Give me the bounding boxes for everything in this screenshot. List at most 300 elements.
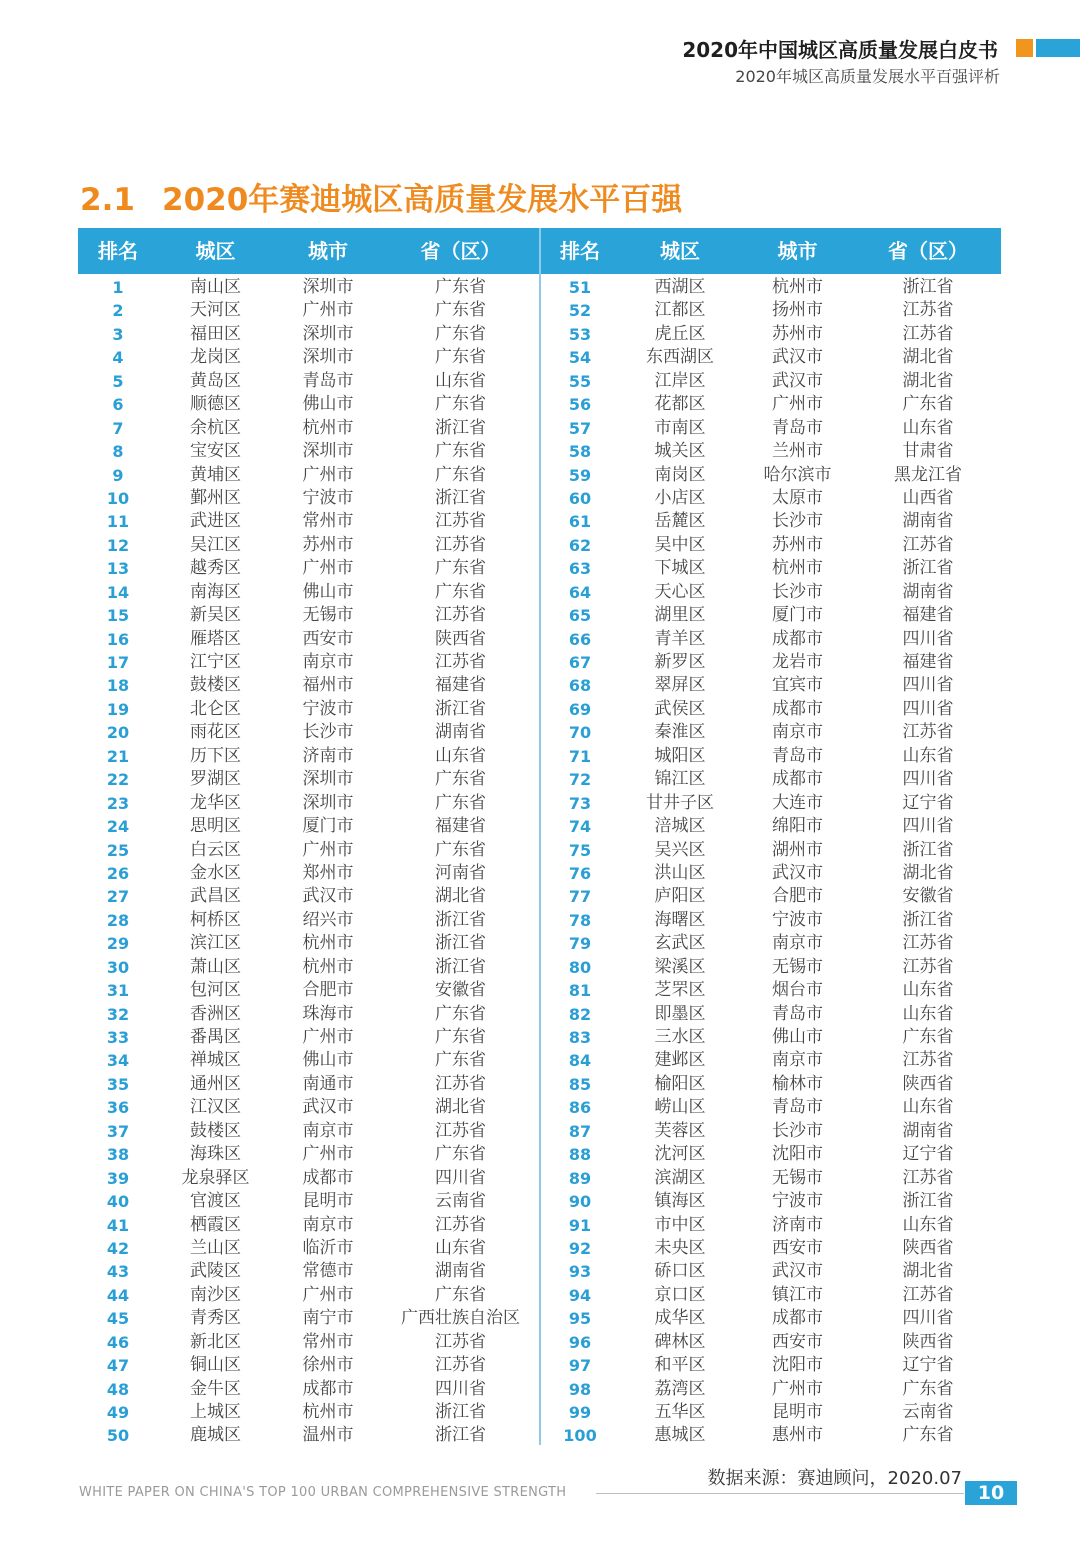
- district-cell-right: 镇海区: [654, 1191, 706, 1212]
- city-cell-left: 杭州市: [302, 1402, 354, 1422]
- city-cell-right: 西安市: [772, 1331, 823, 1352]
- city-cell-left: 福州市: [302, 675, 354, 696]
- district-cell-left: 青秀区: [190, 1308, 241, 1329]
- district-cell-right: 梁溪区: [654, 956, 706, 977]
- district-cell-left: 柯桥区: [190, 909, 241, 930]
- header-subtitle: 2020年城区高质量发展水平百强评析: [735, 67, 1000, 86]
- rank-cell-left: 30: [106, 957, 130, 977]
- rank-cell-left: 44: [106, 1285, 130, 1305]
- table-row: [78, 698, 1001, 721]
- district-cell-right: 荔湾区: [654, 1378, 706, 1399]
- district-cell-left: 番禺区: [190, 1027, 241, 1047]
- city-cell-right: 青岛市: [772, 417, 823, 438]
- city-cell-left: 广州市: [302, 839, 354, 860]
- table-row: [78, 1284, 1001, 1307]
- province-cell-left: 山东省: [435, 370, 486, 391]
- district-cell-left: 龙华区: [190, 792, 241, 813]
- province-cell-left: 云南省: [435, 1191, 486, 1212]
- district-cell-right: 城阳区: [654, 745, 706, 766]
- col-province-left: 省（区）: [420, 239, 501, 263]
- rank-cell-right: 91: [568, 1215, 592, 1235]
- rank-cell-left: 17: [106, 653, 130, 672]
- rank-cell-left: 29: [106, 934, 130, 954]
- col-rank-left: 排名: [98, 239, 138, 263]
- province-cell-left: 浙江省: [435, 933, 486, 954]
- district-cell-right: 岳麓区: [654, 511, 706, 532]
- rank-cell-right: 89: [568, 1168, 592, 1188]
- district-cell-left: 新吴区: [190, 605, 241, 626]
- district-cell-left: 北仑区: [190, 698, 241, 719]
- rank-cell-right: 82: [568, 1004, 592, 1024]
- district-cell-left: 白云区: [190, 839, 241, 860]
- col-city-left: 城市: [308, 239, 348, 263]
- province-cell-right: 湖南省: [902, 511, 954, 532]
- district-cell-left: 金水区: [190, 862, 241, 883]
- province-cell-right: 浙江省: [902, 909, 954, 930]
- district-cell-right: 榆阳区: [654, 1073, 706, 1094]
- city-cell-right: 青岛市: [772, 745, 823, 766]
- city-cell-left: 郑州市: [302, 862, 354, 883]
- rank-cell-right: 79: [568, 934, 592, 954]
- province-cell-right: 江苏省: [902, 1050, 954, 1071]
- city-cell-left: 长沙市: [302, 722, 354, 743]
- city-cell-right: 武汉市: [772, 370, 823, 391]
- city-cell-right: 无锡市: [772, 1167, 823, 1188]
- province-cell-left: 浙江省: [435, 909, 486, 930]
- header-blue-bar: [1036, 39, 1080, 57]
- district-cell-right: 东西湖区: [646, 347, 714, 368]
- district-cell-left: 禅城区: [190, 1050, 241, 1071]
- city-cell-right: 南京市: [772, 933, 823, 954]
- province-cell-left: 广东省: [435, 394, 486, 415]
- district-cell-right: 即墨区: [654, 1003, 706, 1024]
- rank-cell-left: 3: [112, 324, 124, 344]
- province-cell-left: 广东省: [435, 558, 486, 579]
- district-cell-left: 鼓楼区: [190, 1120, 241, 1141]
- table-row: [78, 487, 1001, 510]
- city-cell-left: 珠海市: [302, 1003, 354, 1024]
- province-cell-left: 广东省: [435, 1284, 486, 1305]
- district-cell-right: 锦江区: [654, 769, 706, 790]
- table-row: [78, 323, 1001, 346]
- province-cell-left: 福建省: [435, 816, 486, 837]
- rank-cell-right: 73: [568, 793, 592, 813]
- district-cell-right: 甘井子区: [646, 792, 714, 813]
- province-cell-left: 广东省: [435, 792, 486, 813]
- district-cell-left: 兰山区: [190, 1237, 241, 1258]
- page-number: 10: [965, 1481, 1017, 1505]
- rank-cell-right: 74: [568, 817, 592, 837]
- district-cell-right: 洪山区: [654, 862, 706, 883]
- province-cell-left: 江苏省: [435, 1120, 486, 1141]
- province-cell-left: 广东省: [435, 1003, 486, 1024]
- table-row: [78, 1424, 1001, 1447]
- rank-cell-left: 6: [112, 395, 124, 415]
- province-cell-left: 浙江省: [435, 698, 486, 719]
- table-row: [78, 721, 1001, 744]
- rank-cell-left: 34: [106, 1051, 130, 1071]
- city-cell-right: 扬州市: [772, 300, 823, 321]
- city-cell-right: 苏州市: [772, 534, 823, 555]
- province-cell-right: 山东省: [902, 1214, 954, 1235]
- rank-cell-right: 67: [568, 653, 592, 672]
- rank-cell-left: 23: [106, 793, 130, 813]
- province-cell-right: 山东省: [902, 980, 954, 1001]
- city-cell-left: 常州市: [302, 1331, 354, 1352]
- district-cell-left: 雨花区: [190, 722, 241, 743]
- city-cell-left: 南宁市: [302, 1308, 354, 1329]
- city-cell-left: 广州市: [302, 1144, 354, 1165]
- district-cell-right: 碑林区: [654, 1331, 706, 1352]
- district-cell-left: 鄞州区: [190, 487, 241, 508]
- province-cell-right: 江苏省: [902, 534, 954, 555]
- district-cell-left: 武昌区: [190, 886, 241, 907]
- district-cell-right: 京口区: [654, 1284, 706, 1305]
- city-cell-right: 武汉市: [772, 862, 823, 883]
- province-cell-left: 浙江省: [435, 1425, 486, 1446]
- district-cell-right: 五华区: [654, 1402, 706, 1422]
- rank-cell-right: 55: [568, 371, 592, 391]
- city-cell-right: 烟台市: [772, 980, 823, 1001]
- rank-cell-left: 12: [106, 535, 130, 555]
- city-cell-right: 昆明市: [772, 1402, 823, 1422]
- province-cell-right: 广东省: [902, 394, 954, 415]
- province-cell-right: 黑龙江省: [894, 464, 962, 485]
- rank-cell-left: 13: [106, 559, 130, 579]
- table-row: [78, 1331, 1001, 1354]
- city-cell-left: 佛山市: [302, 1050, 354, 1071]
- table-row: [78, 393, 1001, 416]
- rank-cell-left: 32: [106, 1004, 130, 1024]
- table-row: [78, 1237, 1001, 1260]
- city-cell-left: 深圳市: [302, 347, 354, 368]
- province-cell-right: 四川省: [902, 675, 954, 696]
- table-row: [78, 581, 1001, 604]
- table-row: [78, 1073, 1001, 1096]
- rank-cell-right: 66: [568, 629, 592, 649]
- district-cell-left: 南山区: [190, 277, 241, 297]
- province-cell-left: 河南省: [435, 862, 486, 883]
- district-cell-left: 宝安区: [190, 441, 241, 462]
- footer-text: WHITE PAPER ON CHINA'S TOP 100 URBAN COMPREHENSIVE STRENGTH: [79, 1485, 567, 1500]
- province-cell-left: 安徽省: [435, 980, 486, 1001]
- district-cell-right: 湖里区: [654, 605, 706, 626]
- province-cell-left: 广东省: [435, 347, 486, 368]
- province-cell-right: 四川省: [902, 628, 954, 649]
- province-cell-left: 湖北省: [435, 1097, 486, 1118]
- province-cell-left: 广东省: [435, 769, 486, 790]
- district-cell-right: 三水区: [654, 1027, 706, 1047]
- province-cell-right: 江苏省: [902, 300, 954, 321]
- province-cell-right: 湖北省: [902, 862, 954, 883]
- district-cell-right: 南岗区: [654, 464, 706, 485]
- province-cell-right: 山西省: [902, 487, 954, 508]
- city-cell-right: 宁波市: [772, 909, 823, 930]
- city-cell-right: 哈尔滨市: [763, 464, 832, 485]
- rank-cell-left: 45: [106, 1309, 130, 1329]
- ranking-table: [78, 276, 1001, 1448]
- city-cell-left: 合肥市: [302, 980, 354, 1001]
- table-row: [78, 1096, 1001, 1119]
- city-cell-right: 龙岩市: [772, 652, 823, 672]
- district-cell-left: 顺德区: [190, 394, 241, 415]
- city-cell-right: 厦门市: [772, 605, 823, 626]
- district-cell-right: 市中区: [654, 1214, 706, 1235]
- district-cell-right: 未央区: [654, 1237, 706, 1258]
- district-cell-right: 秦淮区: [654, 722, 706, 743]
- district-cell-left: 越秀区: [190, 558, 241, 579]
- district-cell-left: 滨江区: [190, 933, 241, 954]
- rank-cell-right: 68: [568, 676, 592, 696]
- table-row: [78, 674, 1001, 697]
- section-title: 2020年赛迪城区高质量发展水平百强: [162, 182, 683, 218]
- province-cell-right: 甘肃省: [902, 441, 954, 462]
- city-cell-right: 沈阳市: [772, 1355, 823, 1376]
- city-cell-right: 成都市: [772, 698, 823, 719]
- rank-cell-right: 59: [568, 465, 592, 485]
- district-cell-left: 雁塔区: [190, 628, 241, 649]
- rank-cell-left: 11: [106, 512, 130, 532]
- rank-cell-left: 49: [106, 1403, 130, 1422]
- rank-cell-left: 7: [112, 418, 124, 438]
- city-cell-left: 苏州市: [302, 534, 354, 555]
- province-cell-right: 陕西省: [902, 1331, 954, 1352]
- table-row: [78, 1049, 1001, 1072]
- table-row: [78, 370, 1001, 393]
- rank-cell-right: 52: [568, 301, 592, 321]
- district-cell-left: 鹿城区: [190, 1425, 241, 1446]
- city-cell-left: 广州市: [302, 1027, 354, 1047]
- province-cell-right: 山东省: [902, 1097, 954, 1118]
- city-cell-left: 西安市: [302, 628, 354, 649]
- province-cell-right: 江苏省: [902, 323, 954, 344]
- province-cell-right: 江苏省: [902, 1284, 954, 1305]
- rank-cell-right: 51: [568, 278, 592, 297]
- province-cell-right: 湖北省: [902, 370, 954, 391]
- city-cell-right: 成都市: [772, 628, 823, 649]
- rank-cell-left: 31: [106, 981, 130, 1001]
- rank-cell-right: 81: [568, 981, 592, 1001]
- city-cell-left: 深圳市: [302, 277, 354, 297]
- province-cell-right: 浙江省: [902, 277, 954, 297]
- footer-line: [596, 1493, 964, 1494]
- rank-cell-left: 48: [106, 1379, 130, 1399]
- table-row: [78, 1003, 1001, 1026]
- rank-cell-right: 94: [568, 1285, 592, 1305]
- rank-cell-left: 37: [106, 1121, 130, 1141]
- rank-cell-left: 50: [106, 1426, 130, 1446]
- district-cell-right: 玄武区: [654, 933, 706, 954]
- rank-cell-left: 41: [106, 1215, 130, 1235]
- district-cell-right: 硚口区: [654, 1261, 706, 1282]
- city-cell-left: 成都市: [302, 1167, 354, 1188]
- city-cell-left: 南通市: [302, 1073, 354, 1094]
- district-cell-left: 思明区: [190, 816, 241, 837]
- city-cell-right: 兰州市: [772, 441, 823, 462]
- district-cell-right: 虎丘区: [654, 323, 706, 344]
- province-cell-right: 安徽省: [902, 886, 954, 907]
- province-cell-left: 江苏省: [435, 1214, 486, 1235]
- city-cell-right: 长沙市: [772, 581, 823, 602]
- district-cell-right: 沈河区: [654, 1144, 706, 1165]
- rank-cell-left: 8: [112, 442, 124, 462]
- rank-cell-left: 43: [106, 1262, 130, 1282]
- city-cell-left: 佛山市: [302, 581, 354, 602]
- city-cell-right: 大连市: [772, 792, 823, 813]
- rank-cell-right: 95: [568, 1309, 592, 1329]
- table-row: [78, 276, 1001, 299]
- city-cell-left: 宁波市: [302, 487, 354, 508]
- rank-cell-right: 87: [568, 1121, 592, 1141]
- rank-cell-left: 22: [106, 770, 130, 790]
- rank-cell-right: 60: [568, 488, 592, 508]
- rank-cell-left: 16: [106, 629, 130, 649]
- district-cell-left: 余杭区: [190, 417, 241, 438]
- rank-cell-right: 69: [568, 699, 592, 719]
- rank-cell-right: 71: [568, 746, 592, 766]
- province-cell-left: 江苏省: [435, 652, 486, 672]
- district-cell-left: 福田区: [190, 323, 241, 344]
- city-cell-right: 惠州市: [772, 1425, 823, 1446]
- province-cell-right: 江苏省: [902, 722, 954, 743]
- rank-cell-left: 35: [106, 1074, 130, 1094]
- province-cell-left: 江苏省: [435, 534, 486, 555]
- rank-cell-right: 78: [568, 910, 592, 930]
- table-row: [78, 628, 1001, 651]
- table-row: [78, 299, 1001, 322]
- city-cell-right: 杭州市: [772, 277, 823, 297]
- city-cell-right: 济南市: [772, 1214, 823, 1235]
- province-cell-left: 广东省: [435, 1027, 486, 1047]
- rank-cell-right: 54: [568, 348, 592, 368]
- district-cell-right: 市南区: [654, 417, 706, 438]
- district-cell-left: 上城区: [190, 1402, 241, 1422]
- city-cell-right: 太原市: [772, 487, 823, 508]
- city-cell-left: 广州市: [302, 300, 354, 321]
- table-row: [78, 956, 1001, 979]
- city-cell-left: 深圳市: [302, 769, 354, 790]
- district-cell-right: 成华区: [654, 1308, 706, 1329]
- province-cell-right: 福建省: [902, 605, 954, 626]
- province-cell-left: 浙江省: [435, 487, 486, 508]
- rank-cell-right: 100: [563, 1426, 597, 1446]
- province-cell-left: 江苏省: [435, 605, 486, 626]
- table-row: [78, 979, 1001, 1002]
- table-row: [78, 1167, 1001, 1190]
- province-cell-left: 湖北省: [435, 886, 486, 907]
- province-cell-right: 江苏省: [902, 956, 954, 977]
- rank-cell-left: 1: [112, 278, 124, 297]
- province-cell-left: 广东省: [435, 1144, 486, 1165]
- province-cell-right: 山东省: [902, 745, 954, 766]
- district-cell-right: 城关区: [654, 441, 706, 462]
- table-row: [78, 792, 1001, 815]
- table-row: [78, 651, 1001, 674]
- table-row: [78, 346, 1001, 369]
- section-heading: [80, 174, 682, 219]
- rank-cell-left: 15: [106, 606, 130, 626]
- district-cell-right: 翠屏区: [654, 675, 706, 696]
- city-cell-left: 武汉市: [302, 1097, 354, 1118]
- rank-cell-left: 42: [106, 1238, 130, 1258]
- district-cell-right: 建邺区: [654, 1050, 706, 1071]
- city-cell-left: 杭州市: [302, 956, 354, 977]
- rank-cell-right: 80: [568, 957, 592, 977]
- province-cell-right: 山东省: [902, 417, 954, 438]
- province-cell-left: 浙江省: [435, 1402, 486, 1422]
- rank-cell-right: 84: [568, 1051, 592, 1071]
- city-cell-left: 厦门市: [302, 816, 354, 837]
- district-cell-left: 南沙区: [190, 1284, 241, 1305]
- rank-cell-right: 83: [568, 1028, 592, 1047]
- district-cell-right: 江岸区: [654, 370, 706, 391]
- city-cell-right: 青岛市: [772, 1097, 823, 1118]
- table-row: [78, 464, 1001, 487]
- city-cell-left: 武汉市: [302, 886, 354, 907]
- province-cell-right: 浙江省: [902, 558, 954, 579]
- city-cell-left: 杭州市: [302, 933, 354, 954]
- district-cell-left: 历下区: [190, 745, 241, 766]
- district-cell-left: 龙泉驿区: [181, 1167, 250, 1188]
- city-cell-left: 深圳市: [302, 323, 354, 344]
- rank-cell-left: 39: [106, 1168, 130, 1188]
- district-cell-left: 萧山区: [190, 956, 241, 977]
- city-cell-right: 南京市: [772, 1050, 823, 1071]
- table-row: [78, 932, 1001, 955]
- district-cell-right: 庐阳区: [654, 886, 706, 907]
- city-cell-left: 青岛市: [302, 370, 354, 391]
- province-cell-left: 广东省: [435, 300, 486, 321]
- province-cell-left: 广东省: [435, 441, 486, 462]
- province-cell-right: 云南省: [902, 1402, 954, 1422]
- district-cell-right: 芝罘区: [654, 980, 706, 1001]
- district-cell-left: 江宁区: [190, 652, 241, 672]
- city-cell-left: 徐州市: [302, 1355, 354, 1376]
- rank-cell-right: 97: [568, 1356, 592, 1376]
- province-cell-right: 广东省: [902, 1425, 954, 1446]
- city-cell-left: 佛山市: [302, 394, 354, 415]
- table-row: [78, 745, 1001, 768]
- table-row: [78, 1143, 1001, 1166]
- district-cell-left: 金牛区: [190, 1378, 241, 1399]
- rank-cell-right: 75: [568, 840, 592, 860]
- district-cell-left: 栖霞区: [190, 1214, 241, 1235]
- province-cell-left: 广东省: [435, 464, 486, 485]
- province-cell-left: 湖南省: [435, 1261, 486, 1282]
- city-cell-left: 昆明市: [302, 1191, 354, 1212]
- province-cell-right: 湖南省: [902, 581, 954, 602]
- district-cell-left: 武陵区: [190, 1261, 241, 1282]
- rank-cell-right: 65: [568, 606, 592, 626]
- province-cell-right: 四川省: [902, 816, 954, 837]
- province-cell-left: 山东省: [435, 745, 486, 766]
- col-district-left: 城区: [195, 239, 236, 263]
- province-cell-left: 浙江省: [435, 956, 486, 977]
- city-cell-left: 杭州市: [302, 417, 354, 438]
- rank-cell-right: 85: [568, 1074, 592, 1094]
- rank-cell-right: 90: [568, 1192, 592, 1212]
- province-cell-right: 山东省: [902, 1003, 954, 1024]
- rank-cell-left: 18: [106, 676, 130, 696]
- city-cell-left: 临沂市: [302, 1237, 354, 1258]
- table-row: [78, 862, 1001, 885]
- city-cell-right: 成都市: [772, 769, 823, 790]
- district-cell-right: 青羊区: [654, 628, 706, 649]
- province-cell-right: 四川省: [902, 698, 954, 719]
- table-row: [78, 604, 1001, 627]
- rank-cell-left: 38: [106, 1145, 130, 1165]
- city-cell-left: 成都市: [302, 1378, 354, 1399]
